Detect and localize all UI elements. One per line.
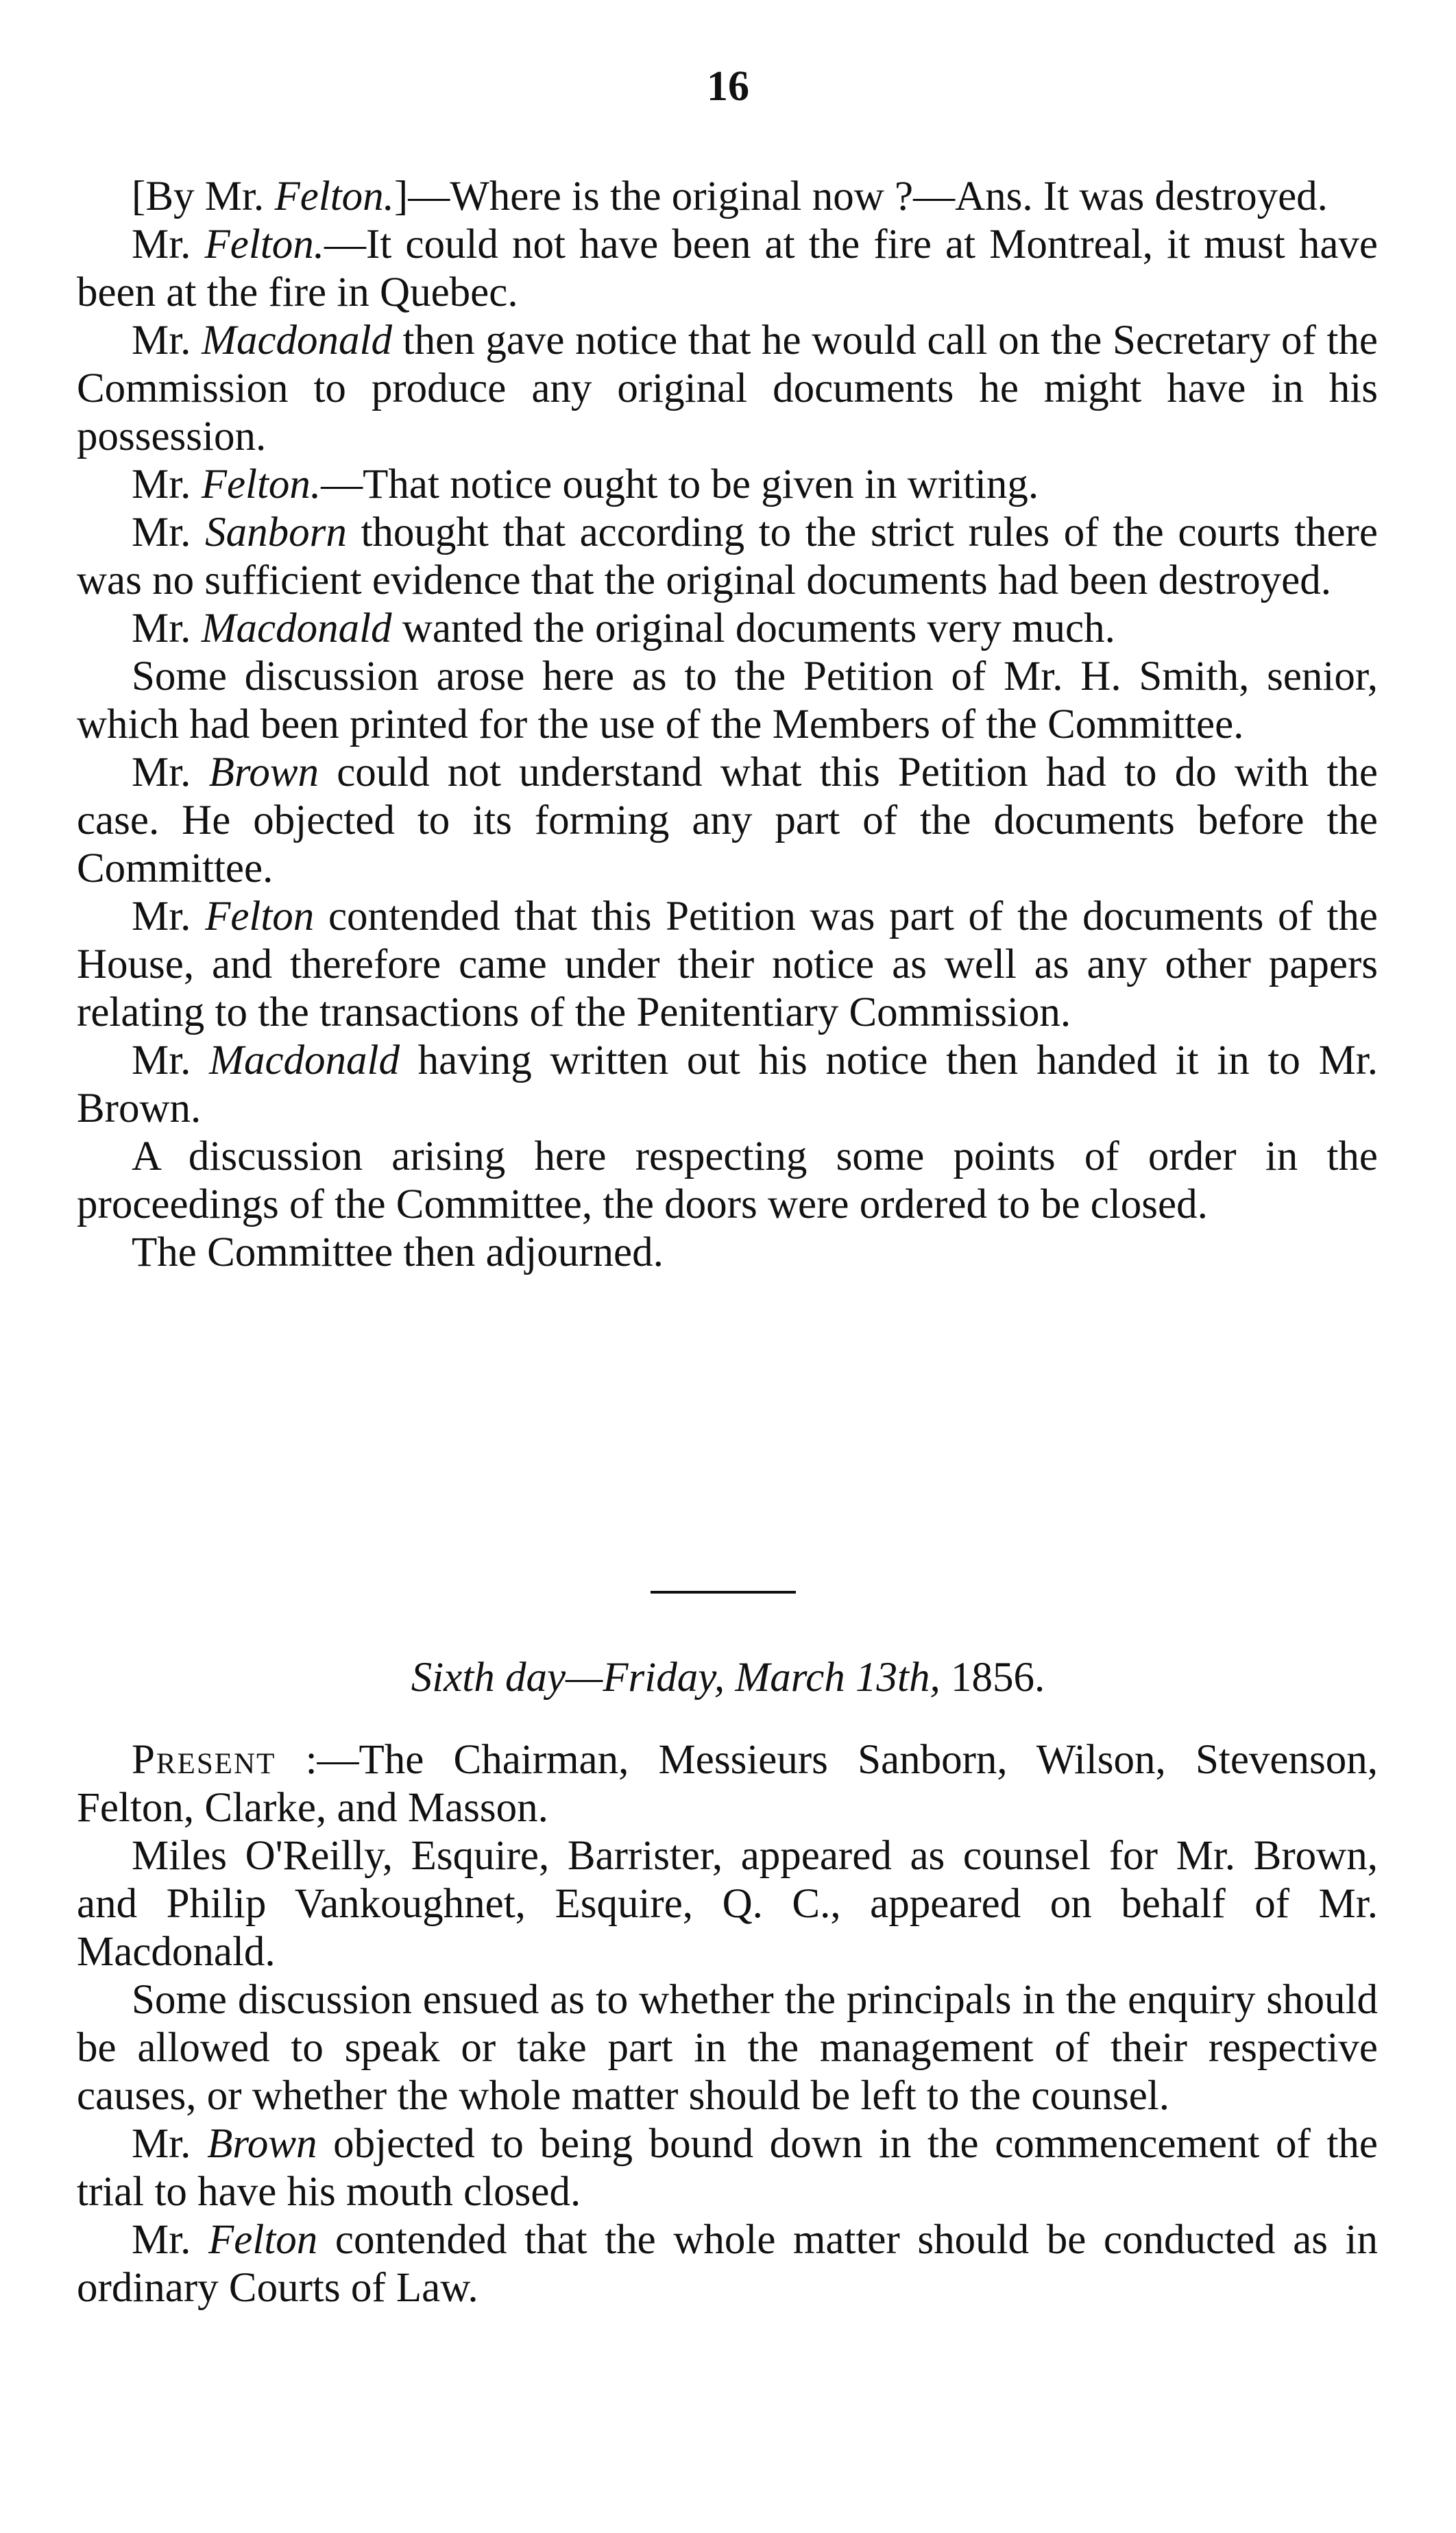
paragraph <box>77 221 1378 317</box>
speaker-name: Felton <box>208 2217 318 2263</box>
paragraph <box>77 1133 1378 1229</box>
paragraph-text: —That notice ought to be given in writing. <box>321 461 1039 507</box>
paragraph-text: then gave notice that he would call on the Secretary of the Commission to produce any original documents he might have in his possession. <box>77 317 1379 459</box>
speaker-name: Felton. <box>201 461 321 507</box>
paragraph <box>77 1976 1378 2120</box>
section-heading-date: Sixth day—Friday, March 13th, <box>411 1655 941 1701</box>
paragraph <box>77 749 1378 893</box>
paragraph <box>77 605 1378 653</box>
paragraph-text: :—The Chairman, Messieurs Sanborn, Wilson, Stevenson, Felton, Clarke, and Masson. <box>77 1737 1378 1831</box>
paragraph-text: Present <box>132 1737 276 1783</box>
paragraph-text: Some discussion arose here as to the Petition of Mr. H. Smith, senior, which had been printed for the use of the Members of the Committee. <box>77 653 1378 747</box>
paragraph <box>77 461 1378 509</box>
paragraph-text: [By Mr. <box>132 173 275 219</box>
speaker-name: Macdonald <box>202 317 392 363</box>
paragraph-text: Mr. <box>132 2121 208 2167</box>
speaker-name: Macdonald <box>209 1037 400 1083</box>
paragraph-text: contended that the whole matter should be conducted as in ordinary Courts of Law. <box>77 2217 1379 2311</box>
speaker-name: Brown <box>208 749 319 795</box>
paragraph-text: thought that according to the strict rules of the courts there was no sufficient evidence that the original documents had been destroyed. <box>77 509 1379 603</box>
paragraph <box>77 1229 1378 1277</box>
paragraph-text: having written out his notice then handed it in to Mr. Brown. <box>77 1037 1379 1131</box>
paragraph-text: could not understand what this Petition had to do with the case. He objected to its forming any part of the documents before the Committee. <box>77 749 1378 891</box>
paragraph-text: wanted the original documents very much. <box>391 605 1115 651</box>
paragraph-text: Mr. <box>132 749 209 795</box>
paragraph-text: A discussion arising here respecting some points of order in the proceedings of the Committee, the doors were ordered to be closed. <box>77 1133 1378 1227</box>
minutes-text-day-six <box>77 1736 1378 2312</box>
speaker-name: Sanborn <box>205 509 347 555</box>
paragraph-text: Miles O'Reilly, Esquire, Barrister, appeared as counsel for Mr. Brown, and Philip Vankoughnet, Esquire, Q. C., appeared on behalf of Mr. Macdonald. <box>77 1833 1378 1975</box>
paragraph-text: Mr. <box>132 605 202 651</box>
paragraph <box>77 173 1378 221</box>
paragraph <box>77 1736 1378 1832</box>
paragraph <box>77 653 1378 749</box>
paragraph-text: Mr. <box>132 317 202 363</box>
paragraph-text: Mr. <box>132 2217 209 2263</box>
paragraph-text: Mr. <box>132 893 206 939</box>
speaker-name: Macdonald <box>201 605 392 651</box>
section-divider-rule <box>651 1591 796 1594</box>
paragraph <box>77 2216 1378 2312</box>
speaker-name: Brown <box>207 2121 317 2167</box>
paragraph-text: ]—Where is the original now ?—Ans. It was destroyed. <box>393 173 1328 219</box>
page-number: 16 <box>707 63 749 110</box>
paragraph-text: Mr. <box>132 461 202 507</box>
paragraph <box>77 2120 1378 2216</box>
paragraph-text: objected to being bound down in the commencement of the trial to have his mouth closed. <box>77 2121 1378 2215</box>
paragraph-text: —It could not have been at the fire at Montreal, it must have been at the fire in Quebec. <box>77 221 1379 315</box>
paragraph <box>77 509 1378 605</box>
paragraph-text: Some discussion ensued as to whether the principals in the enquiry should be allowed to speak or take part in the management of their respective causes, or whether the whole matter should be left to the counsel. <box>77 1977 1378 2119</box>
paragraph-text: Mr. <box>132 509 206 555</box>
paragraph-text: The Committee then adjourned. <box>132 1229 664 1275</box>
paragraph-text: contended that this Petition was part of the documents of the House, and therefore came under their notice as well as any other papers relating to the transactions of the Penitentiary Commission. <box>77 893 1378 1035</box>
paragraph <box>77 317 1378 461</box>
paragraph-text: Mr. <box>132 221 205 267</box>
paragraph <box>77 1832 1378 1976</box>
paragraph <box>77 893 1378 1037</box>
paragraph <box>77 1037 1378 1133</box>
speaker-name: Felton. <box>274 173 394 219</box>
speaker-name: Felton <box>205 893 315 939</box>
speaker-name: Felton. <box>204 221 325 267</box>
paragraph-text: Mr. <box>132 1037 210 1083</box>
section-heading <box>0 1654 1456 1702</box>
section-heading-year: 1856. <box>951 1655 1045 1701</box>
minutes-text-day-five <box>77 173 1378 1277</box>
